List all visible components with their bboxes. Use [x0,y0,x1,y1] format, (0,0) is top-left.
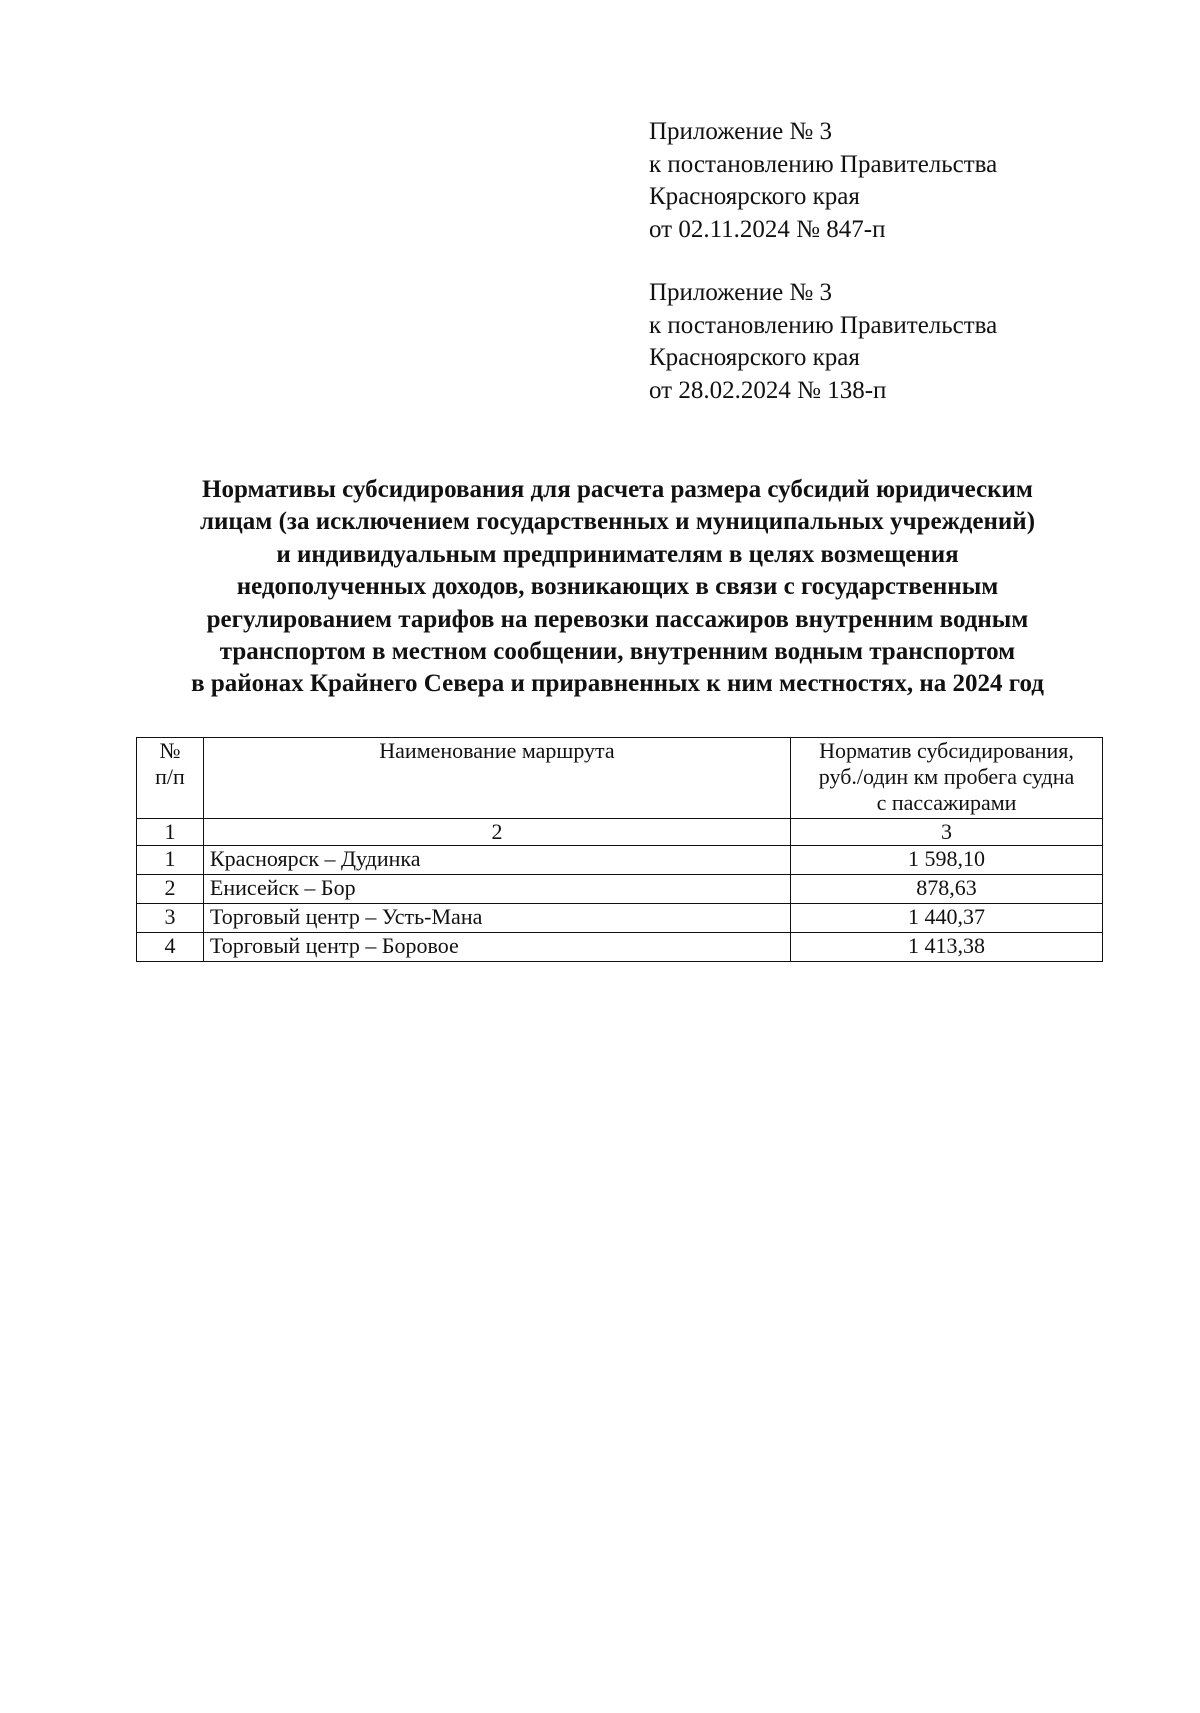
appendix-reference-original [649,277,1149,407]
document-title [120,474,1115,701]
table-row [137,904,1103,933]
appendix-label: Приложение № 3 [649,118,833,145]
appendix-region: Красноярского края [649,344,860,371]
title-line: регулированием тарифов на перевозки пассажиров внутренним водным [206,605,1029,633]
title-line: в районах Крайнего Севера и приравненных к ним местностях, на 2024 год [191,670,1044,698]
column-index-row [137,819,1103,846]
row-number: 2 [137,875,204,904]
row-number: 3 [137,904,204,933]
table-row [137,875,1103,904]
title-line: Нормативы субсидирования для расчета размера субсидий юридическим [202,476,1033,503]
appendix-reference-current [649,116,1149,246]
table-header-row [137,738,1103,819]
table-row [137,933,1103,962]
subsidy-value: 1 440,37 [791,904,1103,933]
title-line: недополученных доходов, возникающих в связи с государственным [236,573,999,601]
header-route-name: Наименование маршрута [203,738,790,819]
subsidy-norms-table [136,737,1103,962]
header-number: № п/п [137,738,204,819]
route-name: Торговый центр – Усть-Мана [203,904,790,933]
row-number: 4 [137,933,204,962]
subsidy-value: 1 413,38 [791,933,1103,962]
subsidy-value: 878,63 [791,875,1103,904]
appendix-date-number: от 02.11.2024 № 847-п [649,215,886,243]
column-index: 2 [203,819,790,846]
table-row [137,846,1103,875]
column-index: 3 [791,819,1103,846]
column-index: 1 [137,819,204,846]
appendix-resolution: к постановлению Правительства [649,311,998,339]
appendix-date-number: от 28.02.2024 № 138-п [649,376,887,404]
appendix-label: Приложение № 3 [649,279,833,306]
route-name: Красноярск – Дудинка [203,846,790,875]
header-subsidy-norm: Норматив субсидирования, руб./один км пробега судна с пассажирами [791,738,1103,819]
route-name: Енисейск – Бор [203,875,790,904]
appendix-resolution: к постановлению Правительства [649,150,998,178]
title-line: и индивидуальным предпринимателям в целях возмещения [276,540,959,568]
row-number: 1 [137,846,204,875]
subsidy-value: 1 598,10 [791,846,1103,875]
appendix-region: Красноярского края [649,183,860,210]
title-line: лицам (за исключением государственных и муниципальных учреждений) [199,508,1036,536]
route-name: Торговый центр – Боровое [203,933,790,962]
title-line: транспортом в местном сообщении, внутренним водным транспортом [219,638,1016,666]
